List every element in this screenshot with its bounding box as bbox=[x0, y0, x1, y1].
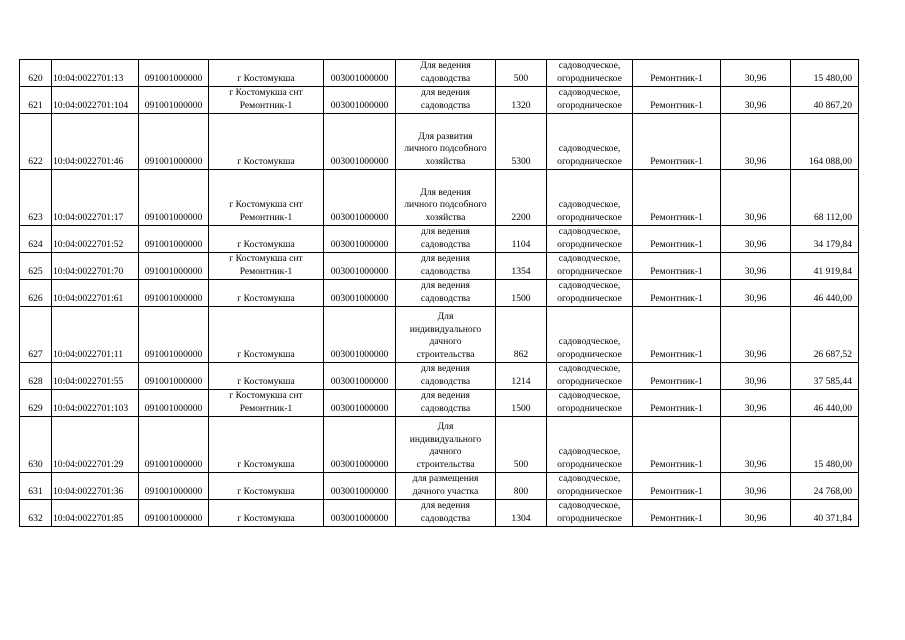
oktmo-code-cell: 003001000000 bbox=[324, 170, 396, 226]
row-number-cell: 620 bbox=[20, 60, 52, 87]
oktmo-code-cell: 003001000000 bbox=[324, 87, 396, 114]
zone-name-cell: Ремонтник-1 bbox=[633, 114, 721, 170]
cadastral-value-cell: 15 480,00 bbox=[791, 417, 859, 473]
cadastral-number-cell: 10:04:0022701:46 bbox=[52, 114, 139, 170]
cadastral-number-cell: 10:04:0022701:29 bbox=[52, 417, 139, 473]
table-row bbox=[20, 114, 859, 170]
table-row bbox=[20, 500, 859, 527]
area-cell: 500 bbox=[496, 417, 547, 473]
area-cell: 1214 bbox=[496, 363, 547, 390]
okato-code-cell: 091001000000 bbox=[139, 170, 209, 226]
table-row bbox=[20, 417, 859, 473]
area-cell: 1304 bbox=[496, 500, 547, 527]
zone-name-cell: Ремонтник-1 bbox=[633, 363, 721, 390]
permitted-use-cell: для ведения садоводства bbox=[396, 363, 496, 390]
okato-code-cell: 091001000000 bbox=[139, 226, 209, 253]
permitted-use-cell: Для ведения садоводства bbox=[396, 60, 496, 87]
cadastral-value-cell: 34 179,84 bbox=[791, 226, 859, 253]
row-number-cell: 631 bbox=[20, 473, 52, 500]
row-number-cell: 629 bbox=[20, 390, 52, 417]
cadastral-number-cell: 10:04:0022701:70 bbox=[52, 253, 139, 280]
oktmo-code-cell: 003001000000 bbox=[324, 500, 396, 527]
permitted-use-cell: Для индивидуального дачного строительства bbox=[396, 307, 496, 363]
oktmo-code-cell: 003001000000 bbox=[324, 363, 396, 390]
table-row bbox=[20, 253, 859, 280]
zone-name-cell: Ремонтник-1 bbox=[633, 226, 721, 253]
zone-name-cell: Ремонтник-1 bbox=[633, 417, 721, 473]
permitted-use-cell: Для ведения личного подсобного хозяйства bbox=[396, 170, 496, 226]
table-row bbox=[20, 307, 859, 363]
okato-code-cell: 091001000000 bbox=[139, 363, 209, 390]
zone-name-cell: Ремонтник-1 bbox=[633, 60, 721, 87]
land-category-cell: садоводческое, огородническое bbox=[547, 87, 633, 114]
cadastral-value-cell: 164 088,00 bbox=[791, 114, 859, 170]
area-cell: 500 bbox=[496, 60, 547, 87]
unit-price-cell: 30,96 bbox=[721, 60, 791, 87]
unit-price-cell: 30,96 bbox=[721, 500, 791, 527]
cadastral-value-cell: 15 480,00 bbox=[791, 60, 859, 87]
area-cell: 862 bbox=[496, 307, 547, 363]
cadastral-number-cell: 10:04:0022701:55 bbox=[52, 363, 139, 390]
location-cell: г Костомукша снт Ремонтник-1 bbox=[209, 253, 324, 280]
area-cell: 1104 bbox=[496, 226, 547, 253]
table-row bbox=[20, 390, 859, 417]
permitted-use-cell: для ведения садоводства bbox=[396, 500, 496, 527]
location-cell: г Костомукша bbox=[209, 307, 324, 363]
permitted-use-cell: для ведения садоводства bbox=[396, 87, 496, 114]
unit-price-cell: 30,96 bbox=[721, 170, 791, 226]
row-number-cell: 623 bbox=[20, 170, 52, 226]
location-cell: г Костомукша bbox=[209, 473, 324, 500]
cadastral-number-cell: 10:04:0022701:13 bbox=[52, 60, 139, 87]
okato-code-cell: 091001000000 bbox=[139, 500, 209, 527]
unit-price-cell: 30,96 bbox=[721, 280, 791, 307]
zone-name-cell: Ремонтник-1 bbox=[633, 307, 721, 363]
location-cell: г Костомукша bbox=[209, 114, 324, 170]
cadastral-value-cell: 68 112,00 bbox=[791, 170, 859, 226]
unit-price-cell: 30,96 bbox=[721, 473, 791, 500]
row-number-cell: 625 bbox=[20, 253, 52, 280]
row-number-cell: 621 bbox=[20, 87, 52, 114]
row-number-cell: 627 bbox=[20, 307, 52, 363]
zone-name-cell: Ремонтник-1 bbox=[633, 87, 721, 114]
table-row bbox=[20, 170, 859, 226]
area-cell: 1500 bbox=[496, 390, 547, 417]
cadastral-value-cell: 26 687,52 bbox=[791, 307, 859, 363]
cadastral-value-cell: 41 919,84 bbox=[791, 253, 859, 280]
okato-code-cell: 091001000000 bbox=[139, 307, 209, 363]
permitted-use-cell: для ведения садоводства bbox=[396, 226, 496, 253]
okato-code-cell: 091001000000 bbox=[139, 87, 209, 114]
location-cell: г Костомукша bbox=[209, 280, 324, 307]
zone-name-cell: Ремонтник-1 bbox=[633, 253, 721, 280]
okato-code-cell: 091001000000 bbox=[139, 473, 209, 500]
cadastral-value-cell: 46 440,00 bbox=[791, 280, 859, 307]
oktmo-code-cell: 003001000000 bbox=[324, 253, 396, 280]
row-number-cell: 630 bbox=[20, 417, 52, 473]
unit-price-cell: 30,96 bbox=[721, 417, 791, 473]
land-category-cell: садоводческое, огородническое bbox=[547, 253, 633, 280]
cadastral-number-cell: 10:04:0022701:36 bbox=[52, 473, 139, 500]
zone-name-cell: Ремонтник-1 bbox=[633, 473, 721, 500]
cadastral-number-cell: 10:04:0022701:11 bbox=[52, 307, 139, 363]
location-cell: г Костомукша снт Ремонтник-1 bbox=[209, 390, 324, 417]
location-cell: г Костомукша bbox=[209, 226, 324, 253]
table-row bbox=[20, 60, 859, 87]
unit-price-cell: 30,96 bbox=[721, 87, 791, 114]
cadastral-number-cell: 10:04:0022701:17 bbox=[52, 170, 139, 226]
location-cell: г Костомукша bbox=[209, 417, 324, 473]
location-cell: г Костомукша bbox=[209, 60, 324, 87]
zone-name-cell: Ремонтник-1 bbox=[633, 500, 721, 527]
land-category-cell: садоводческое, огородническое bbox=[547, 280, 633, 307]
land-category-cell: садоводческое, огородническое bbox=[547, 60, 633, 87]
okato-code-cell: 091001000000 bbox=[139, 280, 209, 307]
oktmo-code-cell: 003001000000 bbox=[324, 60, 396, 87]
permitted-use-cell: Для индивидуального дачного строительства bbox=[396, 417, 496, 473]
location-cell: г Костомукша bbox=[209, 500, 324, 527]
land-category-cell: садоводческое, огородническое bbox=[547, 363, 633, 390]
cadastral-number-cell: 10:04:0022701:61 bbox=[52, 280, 139, 307]
location-cell: г Костомукша снт Ремонтник-1 bbox=[209, 87, 324, 114]
land-category-cell: садоводческое, огородническое bbox=[547, 114, 633, 170]
unit-price-cell: 30,96 bbox=[721, 363, 791, 390]
oktmo-code-cell: 003001000000 bbox=[324, 390, 396, 417]
unit-price-cell: 30,96 bbox=[721, 114, 791, 170]
area-cell: 1500 bbox=[496, 280, 547, 307]
area-cell: 5300 bbox=[496, 114, 547, 170]
permitted-use-cell: для ведения садоводства bbox=[396, 280, 496, 307]
table-row bbox=[20, 87, 859, 114]
oktmo-code-cell: 003001000000 bbox=[324, 417, 396, 473]
row-number-cell: 626 bbox=[20, 280, 52, 307]
row-number-cell: 624 bbox=[20, 226, 52, 253]
permitted-use-cell: для размещения дачного участка bbox=[396, 473, 496, 500]
oktmo-code-cell: 003001000000 bbox=[324, 280, 396, 307]
cadastral-value-cell: 24 768,00 bbox=[791, 473, 859, 500]
land-category-cell: садоводческое, огородническое bbox=[547, 390, 633, 417]
location-cell: г Костомукша снт Ремонтник-1 bbox=[209, 170, 324, 226]
zone-name-cell: Ремонтник-1 bbox=[633, 390, 721, 417]
table-body bbox=[20, 60, 859, 527]
location-cell: г Костомукша bbox=[209, 363, 324, 390]
okato-code-cell: 091001000000 bbox=[139, 60, 209, 87]
land-category-cell: садоводческое, огородническое bbox=[547, 473, 633, 500]
unit-price-cell: 30,96 bbox=[721, 390, 791, 417]
unit-price-cell: 30,96 bbox=[721, 307, 791, 363]
zone-name-cell: Ремонтник-1 bbox=[633, 280, 721, 307]
okato-code-cell: 091001000000 bbox=[139, 417, 209, 473]
area-cell: 800 bbox=[496, 473, 547, 500]
area-cell: 1354 bbox=[496, 253, 547, 280]
unit-price-cell: 30,96 bbox=[721, 253, 791, 280]
oktmo-code-cell: 003001000000 bbox=[324, 473, 396, 500]
cadastral-value-cell: 40 371,84 bbox=[791, 500, 859, 527]
cadastral-number-cell: 10:04:0022701:103 bbox=[52, 390, 139, 417]
area-cell: 2200 bbox=[496, 170, 547, 226]
row-number-cell: 622 bbox=[20, 114, 52, 170]
cadastral-value-cell: 40 867,20 bbox=[791, 87, 859, 114]
okato-code-cell: 091001000000 bbox=[139, 253, 209, 280]
unit-price-cell: 30,96 bbox=[721, 226, 791, 253]
permitted-use-cell: для ведения садоводства bbox=[396, 253, 496, 280]
cadastral-value-cell: 46 440,00 bbox=[791, 390, 859, 417]
land-plots-table bbox=[19, 59, 859, 527]
zone-name-cell: Ремонтник-1 bbox=[633, 170, 721, 226]
land-category-cell: садоводческое, огородническое bbox=[547, 307, 633, 363]
table-row bbox=[20, 226, 859, 253]
table-row bbox=[20, 473, 859, 500]
oktmo-code-cell: 003001000000 bbox=[324, 114, 396, 170]
permitted-use-cell: Для развития личного подсобного хозяйства bbox=[396, 114, 496, 170]
table-row bbox=[20, 280, 859, 307]
cadastral-value-cell: 37 585,44 bbox=[791, 363, 859, 390]
area-cell: 1320 bbox=[496, 87, 547, 114]
land-category-cell: садоводческое, огородническое bbox=[547, 417, 633, 473]
permitted-use-cell: для ведения садоводства bbox=[396, 390, 496, 417]
land-category-cell: садоводческое, огородническое bbox=[547, 170, 633, 226]
okato-code-cell: 091001000000 bbox=[139, 390, 209, 417]
oktmo-code-cell: 003001000000 bbox=[324, 307, 396, 363]
okato-code-cell: 091001000000 bbox=[139, 114, 209, 170]
row-number-cell: 628 bbox=[20, 363, 52, 390]
oktmo-code-cell: 003001000000 bbox=[324, 226, 396, 253]
cadastral-number-cell: 10:04:0022701:85 bbox=[52, 500, 139, 527]
cadastral-number-cell: 10:04:0022701:104 bbox=[52, 87, 139, 114]
cadastral-number-cell: 10:04:0022701:52 bbox=[52, 226, 139, 253]
row-number-cell: 632 bbox=[20, 500, 52, 527]
land-category-cell: садоводческое, огородническое bbox=[547, 500, 633, 527]
table-row bbox=[20, 363, 859, 390]
land-category-cell: садоводческое, огородническое bbox=[547, 226, 633, 253]
